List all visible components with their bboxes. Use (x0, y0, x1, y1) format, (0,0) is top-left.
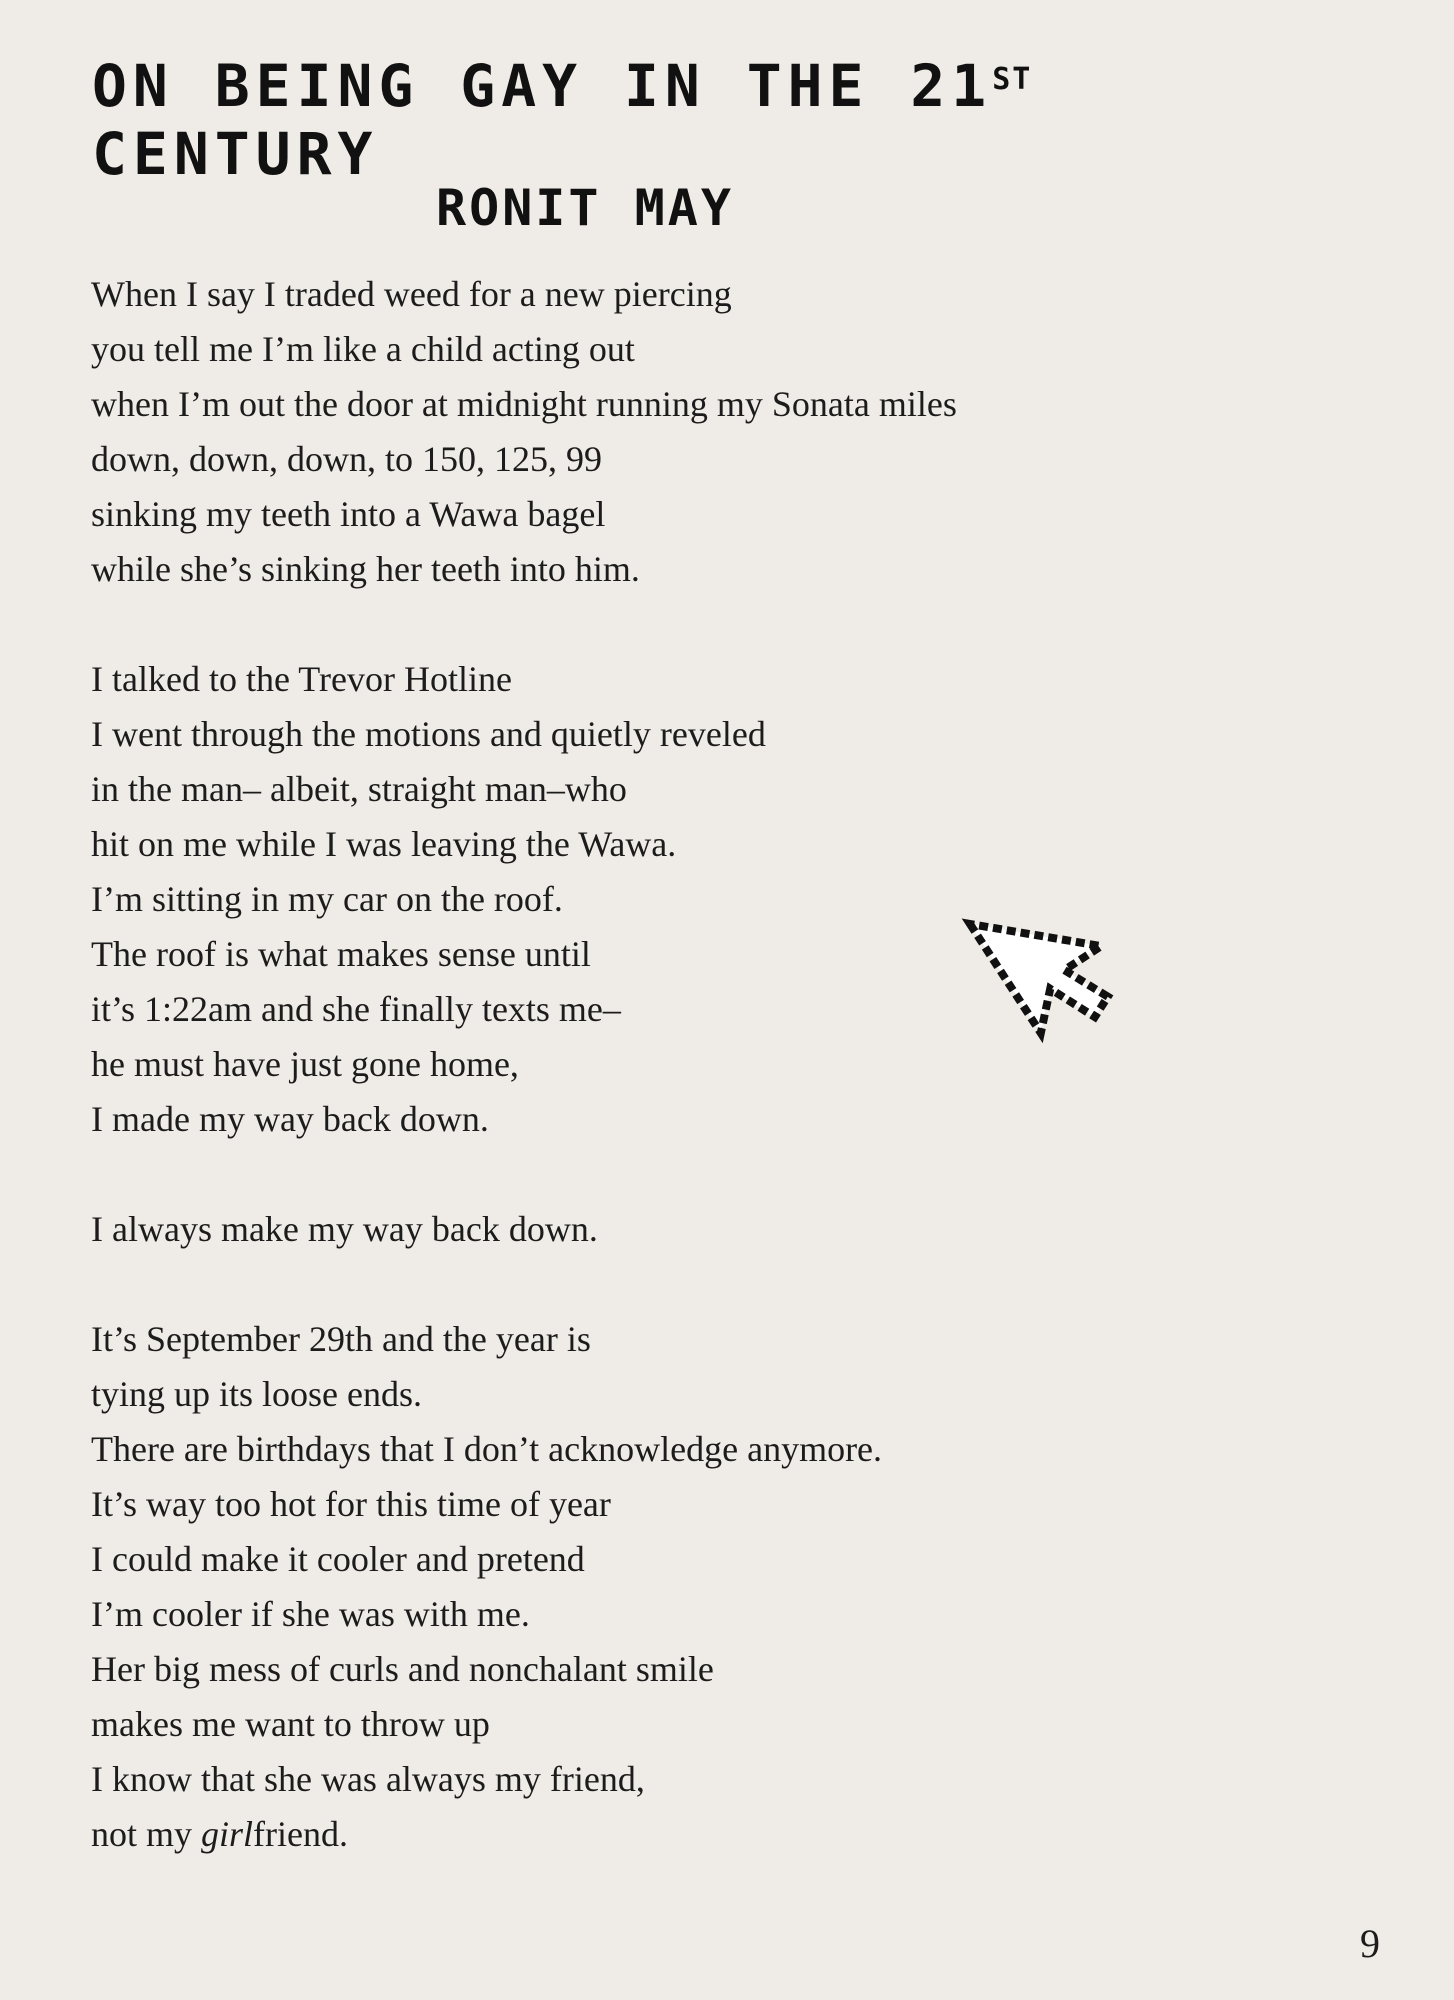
poem-line: There are birthdays that I don’t acknowledge anymore. (91, 1429, 883, 1469)
poem-line: makes me want to throw up (91, 1704, 490, 1744)
final-line-before: not my (91, 1814, 202, 1854)
poem-line: I know that she was always my friend, (91, 1759, 645, 1799)
poem-line: when I’m out the door at midnight running my Sonata miles (91, 384, 957, 424)
stanza-break (91, 1147, 1091, 1202)
stanza-break (91, 597, 1091, 652)
stanza-3 (91, 1202, 1091, 1257)
poem-line: I always make my way back down. (91, 1209, 598, 1249)
poem-line: in the man– albeit, straight man–who (91, 769, 627, 809)
poem-line: I made my way back down. (91, 1099, 489, 1139)
title-main: ON BEING GAY IN THE 21 (92, 52, 993, 120)
poem-line: I went through the motions and quietly reveled (91, 714, 766, 754)
final-line-after: friend. (253, 1814, 348, 1854)
poem-line: you tell me I’m like a child acting out (91, 329, 635, 369)
stanza-break (91, 1257, 1091, 1312)
poem-line: it’s 1:22am and she finally texts me– (91, 989, 621, 1029)
poem-title (92, 52, 1192, 188)
poem-line: he must have just gone home, (91, 1044, 519, 1084)
stanza-1 (91, 267, 1091, 597)
stanza-4 (91, 1312, 1091, 1862)
poem-line: The roof is what makes sense until (91, 934, 591, 974)
poem-line: hit on me while I was leaving the Wawa. (91, 824, 677, 864)
poem-line: tying up its loose ends. (91, 1374, 422, 1414)
poem-line: When I say I traded weed for a new piercing (91, 274, 732, 314)
poem-line: I’m cooler if she was with me. (91, 1594, 530, 1634)
pixel-mouse-cursor-icon (940, 904, 1160, 1084)
title-superscript: ST (992, 62, 1033, 97)
poem-line: I’m sitting in my car on the roof. (91, 879, 563, 919)
final-line-emphasis: girl (201, 1814, 254, 1854)
poem-line: Her big mess of curls and nonchalant smile (91, 1649, 714, 1689)
page-number: 9 (1360, 1921, 1380, 1966)
poem-line: sinking my teeth into a Wawa bagel (91, 494, 606, 534)
poem-line: I talked to the Trevor Hotline (91, 659, 512, 699)
poem-line: while she’s sinking her teeth into him. (91, 549, 640, 589)
poem-line: I could make it cooler and pretend (91, 1539, 585, 1579)
title-continuation: CENTURY (92, 120, 379, 188)
poem-line: It’s September 29th and the year is (91, 1319, 591, 1359)
poem-line: It’s way too hot for this time of year (91, 1484, 611, 1524)
poem-author: RONIT MAY (436, 179, 734, 237)
poem-final-line (91, 1807, 1091, 1862)
poem-line: down, down, down, to 150, 125, 99 (91, 439, 602, 479)
